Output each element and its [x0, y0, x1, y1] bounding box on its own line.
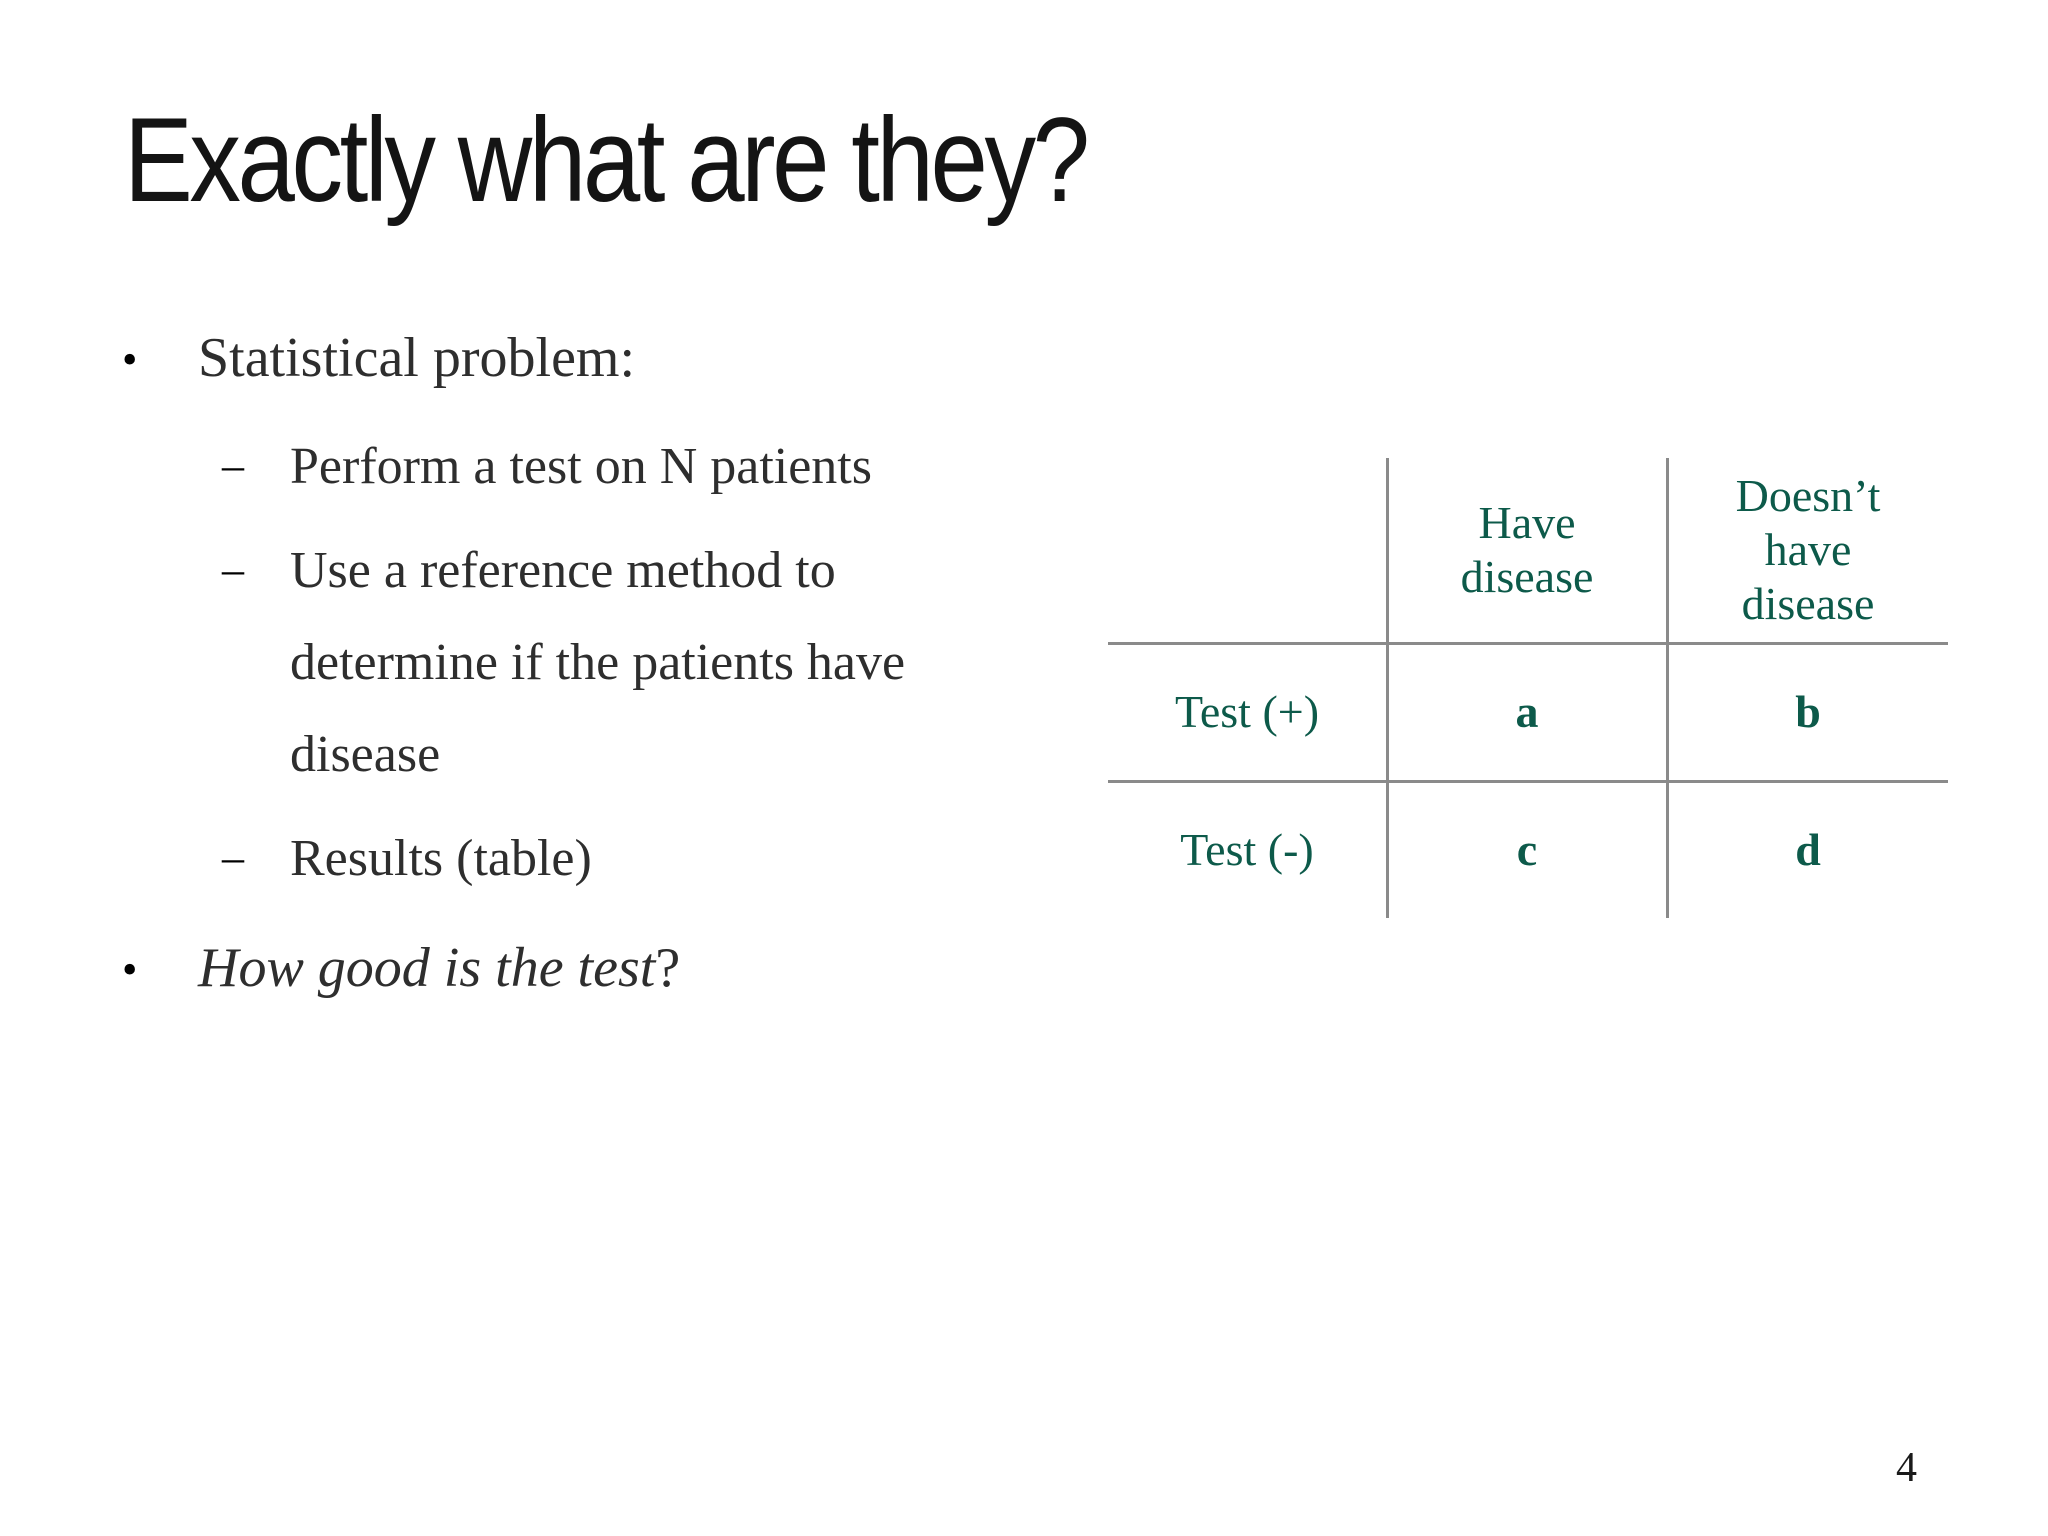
bullet-how-good-italic: How good is the test [198, 937, 656, 999]
sub-bullet-reference-line2: determine if the patients have [290, 634, 906, 691]
sub-bullet-perform-test: Perform a test on N patients [290, 438, 872, 495]
dash-marker: – [222, 441, 244, 490]
contingency-table [1108, 458, 1948, 918]
slide-title: Exactly what are they? [124, 93, 1087, 227]
sub-bullet-reference-line1: Use a reference method to [290, 542, 836, 599]
row-label-test-negative: Test (-) [1180, 824, 1314, 875]
bullet-statistical-problem: Statistical problem: [198, 327, 636, 389]
row-label-test-positive: Test (+) [1174, 686, 1320, 737]
dash-marker: – [222, 833, 244, 882]
table-cell-d: d [1795, 824, 1821, 875]
table-cell-b: b [1795, 686, 1821, 737]
table-cell-c: c [1516, 824, 1538, 875]
dash-marker: – [222, 545, 244, 594]
col-header-no-disease: Doesn’t have disease [1735, 470, 1881, 629]
table-cell-a: a [1515, 686, 1539, 737]
bullet-how-good [198, 936, 680, 1000]
page-number: 4 [1896, 1445, 1917, 1491]
bullet-how-good-tail: ? [655, 937, 681, 999]
sub-bullet-results: Results (table) [290, 830, 592, 887]
sub-bullet-reference-line3: disease [290, 726, 441, 783]
col-header-have-disease: Have disease [1460, 497, 1594, 602]
bullet-marker: • [122, 945, 138, 994]
bullet-marker: • [122, 335, 138, 384]
